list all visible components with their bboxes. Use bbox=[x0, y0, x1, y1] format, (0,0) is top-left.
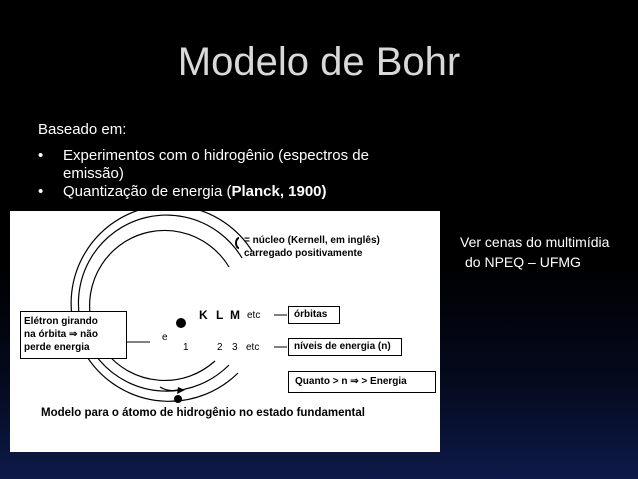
bullet-text-prefix: Quantização de energia ( bbox=[63, 183, 232, 200]
electron-note-box bbox=[20, 311, 127, 359]
nucleus-legend-line2: carregado positivamente bbox=[244, 248, 363, 259]
orbit-arc-3 bbox=[71, 211, 252, 401]
orbit-arc-2 bbox=[78, 215, 242, 391]
orbits-label-box bbox=[288, 306, 340, 324]
electron-arrow-head bbox=[177, 387, 185, 394]
shell-number-2: 2 bbox=[217, 342, 223, 353]
relation-box bbox=[288, 371, 436, 393]
bullet-text-bold: Planck, 1900) bbox=[231, 183, 327, 200]
slide-title: Modelo de Bohr bbox=[177, 40, 461, 84]
bullet-text bbox=[63, 183, 463, 201]
electron-arrow bbox=[160, 387, 178, 391]
bohr-diagram bbox=[10, 211, 440, 452]
nucleus-legend-line1: = núcleo (Kernell, em inglês) bbox=[244, 235, 380, 246]
electron-note-line1: Elétron girando bbox=[24, 316, 98, 327]
shell-number-3: 3 bbox=[232, 342, 238, 353]
shell-number-1: 1 bbox=[183, 342, 189, 353]
shell-letter-m: M bbox=[230, 308, 240, 322]
electron-note-line3: perde energia bbox=[24, 342, 90, 353]
electron-note-line2: na órbita ⇒ não bbox=[24, 329, 98, 340]
bullet-icon: • bbox=[38, 147, 44, 164]
side-note-line2: do NPEQ – UFMG bbox=[465, 254, 581, 270]
relation-label: Quanto > n ⇒ > Energia bbox=[295, 376, 407, 387]
nucleus-dot bbox=[176, 318, 186, 328]
intro-text: Baseado em: bbox=[38, 121, 127, 138]
nucleus-legend-icon bbox=[236, 238, 239, 248]
figure-caption: Modelo para o átomo de hidrogênio no estado fundamental bbox=[41, 407, 365, 419]
electron-symbol: e bbox=[162, 332, 168, 343]
bullet-icon: • bbox=[38, 183, 44, 200]
shell-letter-k: K bbox=[199, 308, 208, 322]
orbits-label: órbitas bbox=[294, 309, 328, 320]
shell-letter-l: L bbox=[216, 308, 224, 322]
levels-label: níveis de energia (n) bbox=[294, 341, 391, 352]
levels-label-box bbox=[288, 338, 402, 356]
etc-bottom: etc bbox=[246, 342, 260, 353]
bullet-text: Experimentos com o hidrogênio (espectros de emissão) bbox=[63, 147, 369, 182]
electron-marker bbox=[174, 395, 182, 403]
etc-top: etc bbox=[247, 310, 261, 321]
side-note-line1: Ver cenas do multimídia bbox=[460, 234, 610, 250]
